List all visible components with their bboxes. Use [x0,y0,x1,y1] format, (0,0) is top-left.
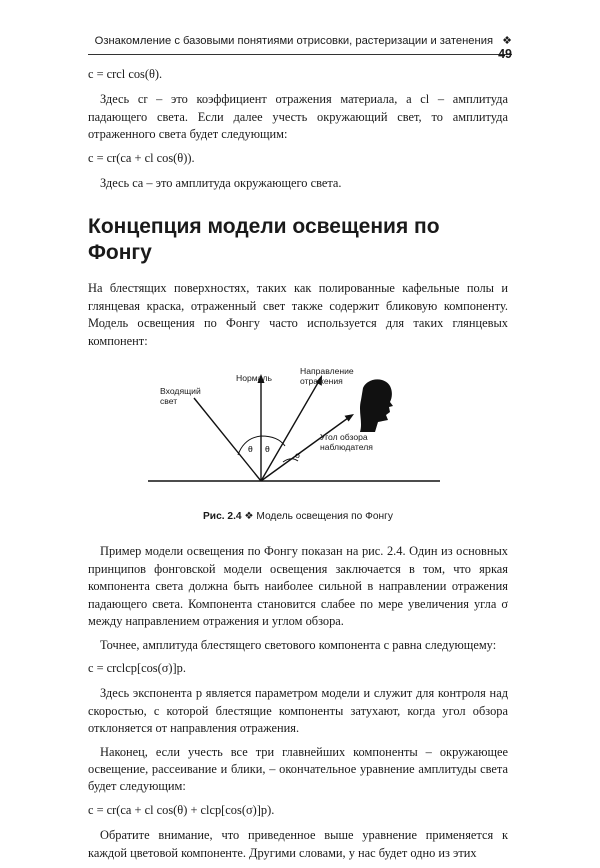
sigma-label: σ [295,450,301,461]
equation-1-text: c = crcl cos(θ). [88,67,163,81]
caption-diamond: ❖ [244,511,254,523]
equation-1 [88,66,508,83]
theta-left-label: θ [248,444,253,455]
running-header [88,34,512,61]
section-heading: Концепция модели освещения по Фонгу [88,215,440,265]
reflect-ray [261,381,319,481]
phong-figure [88,360,508,506]
paragraph-2: Здесь ca – это амплитуда окружающего света. [100,176,342,191]
caption-number: Рис. 2.4 [203,511,242,523]
equation-4-text: c = cr(ca + cl cos(θ) + clcp[cos(σ)]p). [88,802,275,817]
phong-diagram [88,360,508,506]
header-diamond: ❖ [502,35,512,47]
incoming-light-label: Входящий свет [160,386,201,407]
paragraph-a: Пример модели освещения по Фонгу показан на рис. 2.4. Один из основных принципов фонговской модели освещения заключается в том, что яркая компонента света должна быть наиболее сильной в направлении отражения падающего света. Компонента становится слабее по мере увеличения угла σ между направлением отражения и углом обзора. [88,544,508,629]
paragraph-d: Наконец, если учесть все три главнейших компоненты – окружающее освещение, рассеивание и блики, – окончательное уравнение амплитуды света будет следующим: [88,744,508,794]
theta-right-label: θ [265,444,270,455]
intro-paragraph: На блестящих поверхностях, таких как полированные кафельные полы и глянцевая краска, отраженный свет также содержит бликовую компоненту. Модель освещения по Фонгу часто используется для таких глянцевых компонент: [88,281,508,348]
reflection-label: Направление отражения [300,366,354,387]
observer-head-icon [360,379,393,432]
page-number: 49 [498,47,512,61]
equation-2 [88,150,508,167]
caption-text: Модель освещения по Фонгу [256,511,393,523]
paragraph-e: Обратите внимание, что приведенное выше уравнение применяется к каждой цветовой компоненте. Другими словами, у нас будет одно из этих [88,828,508,860]
view-arrowhead [345,414,355,422]
paragraph-1: Здесь cr – это коэффициент отражения материала, а cl – амплитуда падающего света. Если далее учесть окружающий свет, то амплитуда отраженного света будет следующим: [88,92,508,142]
page-body [88,60,508,868]
figure-caption [88,508,508,525]
equation-4 [88,802,508,819]
header-title: Ознакомление с базовыми понятиями отрисовки, растеризации и затенения [94,35,494,47]
normal-label: Нормаль [236,373,272,384]
view-angle-label: Угол обзора наблюдателя [320,432,373,453]
paragraph-c: Здесь экспонента p является параметром модели и служит для контроля над скоростью, с которой блестящие компоненты затухают, когда угол обзора отклоняется от направления отражения. [88,686,508,736]
equation-3 [88,660,508,677]
equation-3-text: c = crclcp[cos(σ)]p. [88,660,186,675]
equation-2-text: c = cr(ca + cl cos(θ)). [88,150,195,165]
paragraph-b: Точнее, амплитуда блестящего светового компонента c равна следующему: [100,637,497,652]
